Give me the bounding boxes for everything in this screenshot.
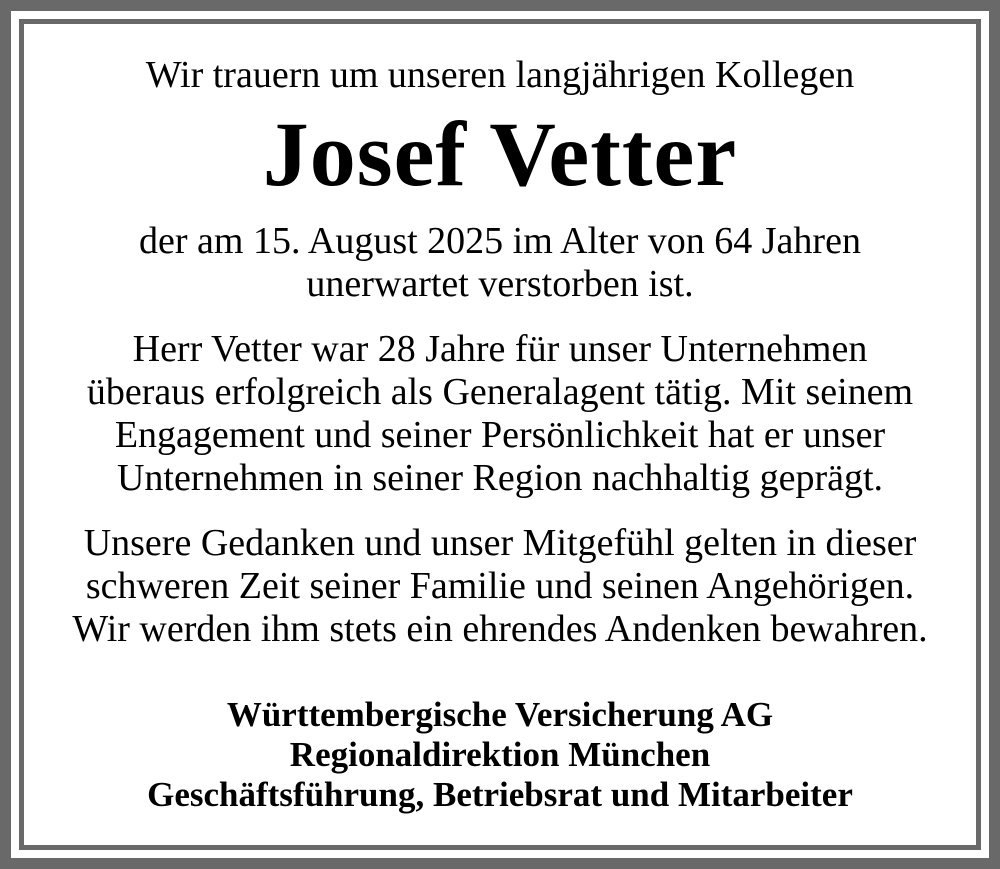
tribute-line: Herr Vetter war 28 Jahre für unser Unternehmen [132, 328, 868, 370]
inner-frame [19, 19, 981, 850]
signature-people: Geschäftsführung, Betriebsrat und Mitarbeiter [147, 775, 853, 814]
condolence-line: Unsere Gedanken und unser Mitgefühl gelten in dieser [83, 522, 917, 564]
obituary-content [24, 24, 976, 845]
signature-block [24, 695, 976, 815]
condolence-paragraph [24, 522, 976, 651]
condolence-line: Wir werden ihm stets ein ehrendes Andenken bewahren. [72, 608, 928, 650]
deceased-name: Josef Vetter [262, 103, 738, 205]
tribute-line: überaus erfolgreich als Generalagent tätig. Mit seinem [86, 371, 914, 413]
condolence-line: schweren Zeit seiner Familie und seinen Angehörigen. [85, 565, 915, 607]
tribute-line: Unternehmen in seiner Region nachhaltig geprägt. [116, 457, 884, 499]
death-details-line: der am 15. August 2025 im Alter von 64 Jahren [139, 220, 861, 262]
signature-branch: Regionaldirektion München [289, 735, 711, 774]
tribute-paragraph [24, 328, 976, 500]
intro-line: Wir trauern um unseren langjährigen Kollegen [145, 54, 855, 96]
death-details-paragraph [24, 220, 976, 306]
tribute-line: Engagement und seiner Persönlichkeit hat er unser [114, 414, 886, 456]
signature-company: Württembergische Versicherung AG [226, 695, 774, 734]
death-details-line: unerwartet verstorben ist. [306, 263, 694, 305]
